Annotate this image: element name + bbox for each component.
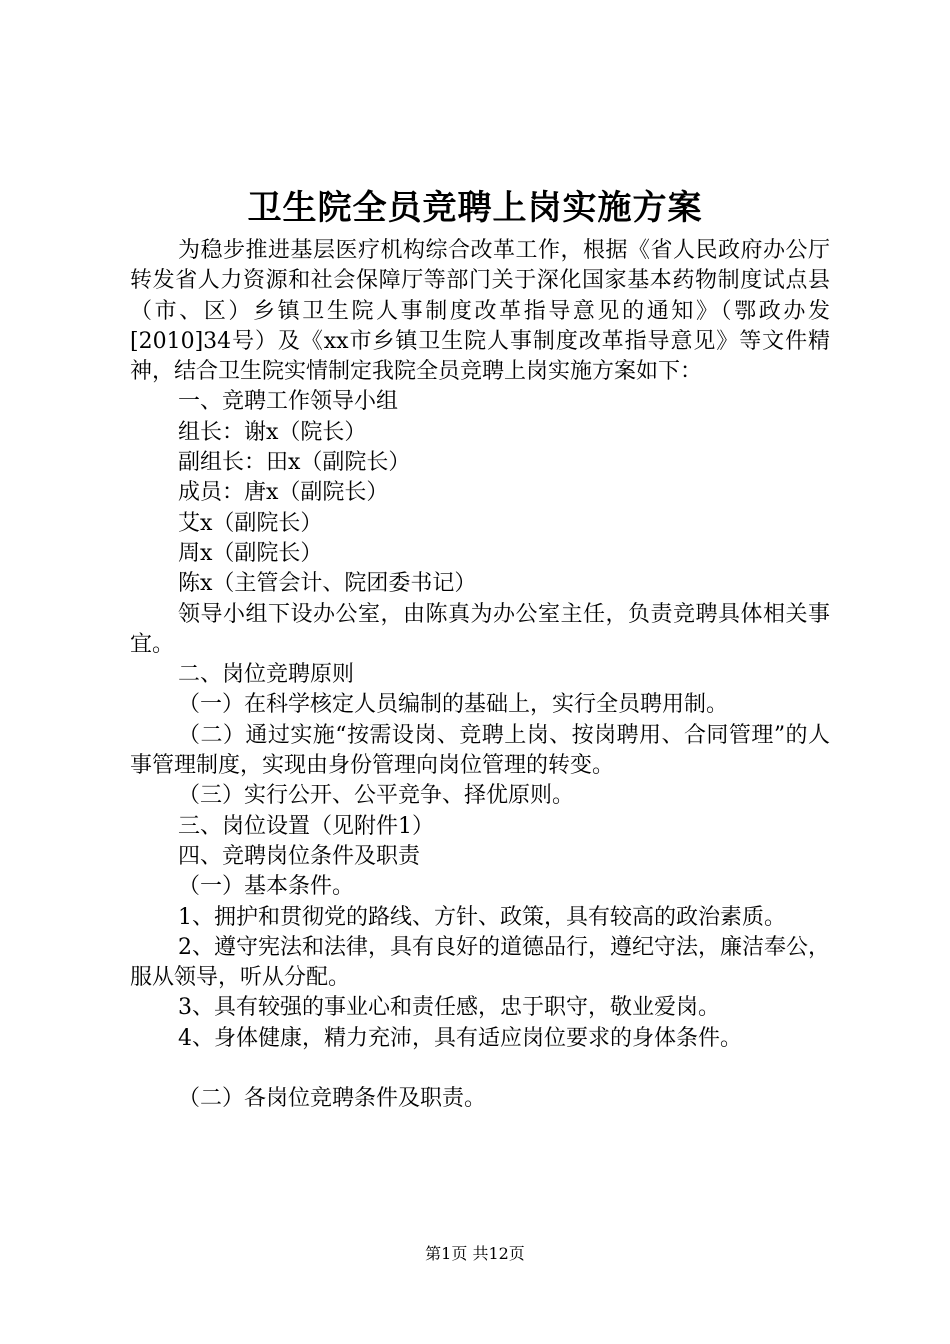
- member-line: 艾x（副院长）: [178, 510, 323, 536]
- member-line: 周x（副院长）: [178, 540, 323, 566]
- condition-item: 4、身体健康，精力充沛，具有适应岗位要求的身体条件。: [178, 1025, 742, 1051]
- condition-item: 3、具有较强的事业心和责任感，忠于职守，敬业爱岗。: [178, 995, 720, 1021]
- position-conditions-heading: （二）各岗位竞聘条件及职责。: [178, 1086, 487, 1112]
- condition-item: 1、拥护和贯彻党的路线、方针、政策，具有较高的政治素质。: [178, 904, 786, 930]
- section-3-heading: 三、岗位设置（见附件1）: [178, 813, 434, 839]
- member-line: 陈x（主管会计、院团委书记）: [178, 571, 477, 597]
- principle-item: （一）在科学核定人员编制的基础上，实行全员聘用制。: [178, 692, 729, 718]
- section-1-heading: 一、竞聘工作领导小组: [178, 389, 399, 415]
- page-footer: 第1页 共12页: [425, 1244, 525, 1263]
- paragraph-gap: [130, 1054, 830, 1084]
- document-body: [130, 236, 830, 1114]
- section-4-heading: 四、竞聘岗位条件及职责: [178, 843, 421, 869]
- section-2-heading: 二、岗位竞聘原则: [178, 662, 355, 688]
- member-line: 成员：唐x（副院长）: [178, 480, 389, 506]
- intro-paragraph: 为稳步推进基层医疗机构综合改革工作，根据《省人民政府办公厅转发省人力资源和社会保障厅等部门关于深化国家基本药物制度试点县（市、区）乡镇卫生院人事制度改革指导意见的通知》（鄂政办发[2010]34号）及《xx市乡镇卫生院人事制度改革指导意见》等文件精神，结合卫生院实情制定我院全员竞聘上岗实施方案如下：: [130, 238, 830, 385]
- office-note-paragraph: 领导小组下设办公室，由陈真为办公室主任，负责竞聘具体相关事宜。: [130, 601, 830, 657]
- document-title: 卫生院全员竞聘上岗实施方案: [247, 188, 703, 228]
- leader-line: 组长：谢x（院长）: [178, 419, 367, 445]
- basic-conditions-heading: （一）基本条件。: [178, 874, 355, 900]
- deputy-leader-line: 副组长：田x（副院长）: [178, 450, 411, 476]
- principle-item: （二）通过实施“按需设岗、竞聘上岗、按岗聘用、合同管理”的人事管理制度，实现由身份管理向岗位管理的转变。: [130, 722, 830, 779]
- principle-item: （三）实行公开、公平竞争、择优原则。: [178, 783, 575, 809]
- condition-item: 2、遵守宪法和法律，具有良好的道德品行，遵纪守法，廉洁奉公，服从领导，听从分配。: [130, 934, 830, 991]
